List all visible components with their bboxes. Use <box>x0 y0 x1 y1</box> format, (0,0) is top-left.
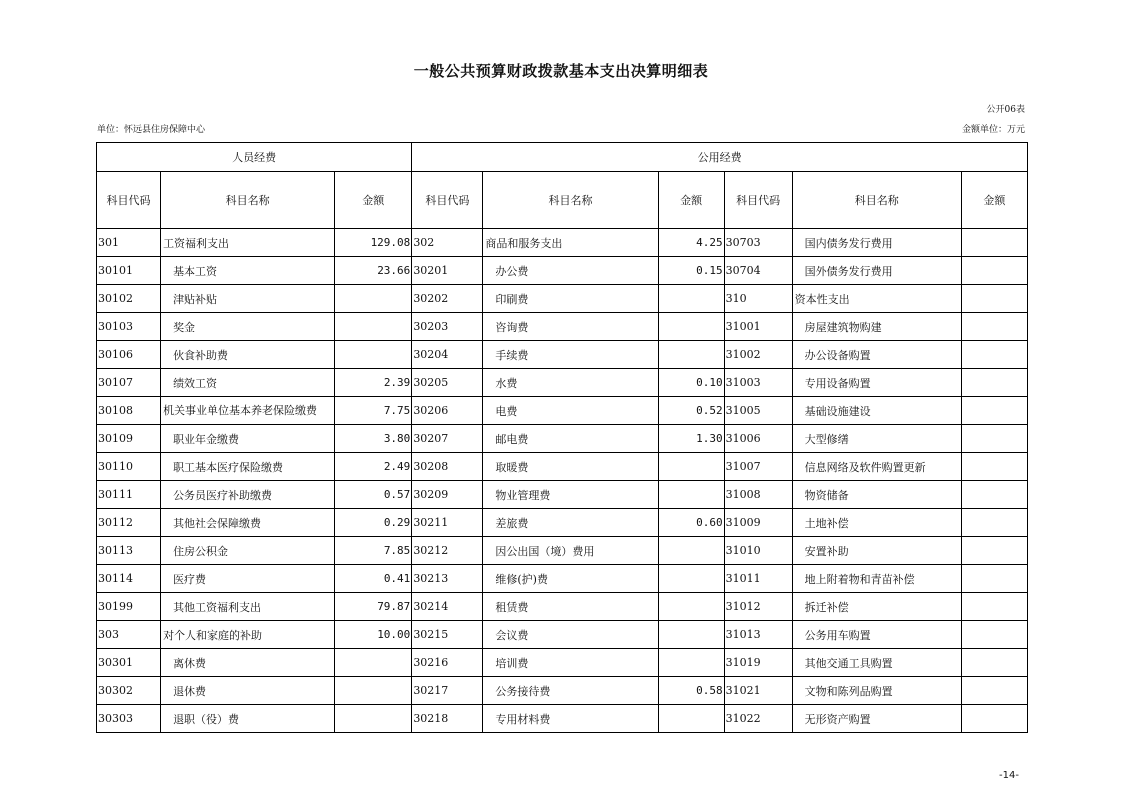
subject-name-cell: 基本工资 <box>161 257 335 285</box>
subject-code-cell: 30114 <box>97 565 161 593</box>
subject-code-cell: 30109 <box>97 425 161 453</box>
subject-code-cell: 30216 <box>412 649 483 677</box>
subject-code-cell: 30106 <box>97 341 161 369</box>
subject-name-cell: 医疗费 <box>161 565 335 593</box>
table-row <box>97 593 1028 621</box>
column-header: 科目名称 <box>161 172 335 229</box>
amount-cell <box>335 341 412 369</box>
subject-name-cell: 职工基本医疗保险缴费 <box>161 453 335 481</box>
subject-name-cell: 奖金 <box>161 313 335 341</box>
amount-cell <box>658 537 724 565</box>
subject-code-cell: 30110 <box>97 453 161 481</box>
amount-cell: 2.49 <box>335 453 412 481</box>
subject-code-cell: 30209 <box>412 481 483 509</box>
subject-name-cell: 差旅费 <box>483 509 658 537</box>
group-header-public: 公用经费 <box>412 143 1028 172</box>
subject-code-cell: 30113 <box>97 537 161 565</box>
subject-code-cell: 30203 <box>412 313 483 341</box>
group-header-personnel: 人员经费 <box>97 143 412 172</box>
amount-cell: 7.85 <box>335 537 412 565</box>
amount-cell: 79.87 <box>335 593 412 621</box>
subject-name-cell: 拆迁补偿 <box>792 593 961 621</box>
subject-code-cell: 31011 <box>724 565 792 593</box>
table-row <box>97 621 1028 649</box>
amount-cell <box>961 369 1027 397</box>
subject-name-cell: 公务用车购置 <box>792 621 961 649</box>
table-row <box>97 677 1028 705</box>
subject-name-cell: 办公费 <box>483 257 658 285</box>
subject-name-cell: 商品和服务支出 <box>483 229 658 257</box>
amount-cell: 0.29 <box>335 509 412 537</box>
subject-code-cell: 30302 <box>97 677 161 705</box>
subject-name-cell: 住房公积金 <box>161 537 335 565</box>
amount-cell <box>658 453 724 481</box>
subject-code-cell: 31010 <box>724 537 792 565</box>
subject-code-cell: 303 <box>97 621 161 649</box>
subject-name-cell: 基础设施建设 <box>792 397 961 425</box>
amount-cell: 0.15 <box>658 257 724 285</box>
subject-name-cell: 无形资产购置 <box>792 705 961 733</box>
subject-code-cell: 30102 <box>97 285 161 313</box>
subject-code-cell: 30208 <box>412 453 483 481</box>
subject-code-cell: 31013 <box>724 621 792 649</box>
subject-name-cell: 其他交通工具购置 <box>792 649 961 677</box>
subject-name-cell: 离休费 <box>161 649 335 677</box>
subject-name-cell: 对个人和家庭的补助 <box>161 621 335 649</box>
amount-cell: 0.10 <box>658 369 724 397</box>
column-header: 金额 <box>961 172 1027 229</box>
subject-code-cell: 31007 <box>724 453 792 481</box>
subject-code-cell: 31005 <box>724 397 792 425</box>
column-header: 科目代码 <box>97 172 161 229</box>
subject-name-cell: 租赁费 <box>483 593 658 621</box>
subject-code-cell: 30303 <box>97 705 161 733</box>
amount-cell <box>961 397 1027 425</box>
amount-cell <box>658 705 724 733</box>
table-row <box>97 453 1028 481</box>
column-header: 科目名称 <box>792 172 961 229</box>
subject-name-cell: 取暖费 <box>483 453 658 481</box>
page-title: 一般公共预算财政拨款基本支出决算明细表 <box>413 62 709 80</box>
subject-name-cell: 国内债务发行费用 <box>792 229 961 257</box>
amount-cell <box>961 649 1027 677</box>
amount-cell <box>961 593 1027 621</box>
subject-code-cell: 30207 <box>412 425 483 453</box>
page-number: -14- <box>999 770 1019 781</box>
table-row <box>97 649 1028 677</box>
table-row <box>97 229 1028 257</box>
amount-cell: 23.66 <box>335 257 412 285</box>
subject-name-cell: 其他工资福利支出 <box>161 593 335 621</box>
column-header: 科目代码 <box>724 172 792 229</box>
amount-cell: 0.57 <box>335 481 412 509</box>
amount-cell <box>961 705 1027 733</box>
subject-code-cell: 30204 <box>412 341 483 369</box>
subject-code-cell: 31003 <box>724 369 792 397</box>
subject-code-cell: 31008 <box>724 481 792 509</box>
amount-cell: 0.41 <box>335 565 412 593</box>
amount-cell <box>335 705 412 733</box>
subject-code-cell: 30213 <box>412 565 483 593</box>
column-header: 科目名称 <box>483 172 658 229</box>
amount-cell <box>658 649 724 677</box>
subject-code-cell: 30704 <box>724 257 792 285</box>
subject-code-cell: 30218 <box>412 705 483 733</box>
subject-code-cell: 30101 <box>97 257 161 285</box>
unit-label: 单位：怀远县住房保障中心 <box>97 125 206 135</box>
subject-name-cell: 退职（役）费 <box>161 705 335 733</box>
table-row <box>97 369 1028 397</box>
subject-name-cell: 房屋建筑物购建 <box>792 313 961 341</box>
subject-code-cell: 30301 <box>97 649 161 677</box>
amount-cell <box>961 425 1027 453</box>
amount-cell <box>335 285 412 313</box>
subject-name-cell: 培训费 <box>483 649 658 677</box>
table-row <box>97 565 1028 593</box>
subject-name-cell: 文物和陈列品购置 <box>792 677 961 705</box>
subject-code-cell: 30103 <box>97 313 161 341</box>
amount-cell <box>658 565 724 593</box>
subject-name-cell: 津贴补贴 <box>161 285 335 313</box>
subject-code-cell: 31021 <box>724 677 792 705</box>
table-row <box>97 285 1028 313</box>
subject-code-cell: 301 <box>97 229 161 257</box>
amount-cell <box>335 677 412 705</box>
amount-cell: 0.60 <box>658 509 724 537</box>
subject-name-cell: 咨询费 <box>483 313 658 341</box>
amount-cell <box>961 481 1027 509</box>
subject-code-cell: 31012 <box>724 593 792 621</box>
table-row <box>97 313 1028 341</box>
amount-cell: 10.00 <box>335 621 412 649</box>
amount-cell <box>658 593 724 621</box>
amount-cell <box>658 481 724 509</box>
amount-cell <box>961 285 1027 313</box>
table-row <box>97 397 1028 425</box>
subject-name-cell: 大型修缮 <box>792 425 961 453</box>
subject-code-cell: 31006 <box>724 425 792 453</box>
subject-name-cell: 机关事业单位基本养老保险缴费 <box>161 397 335 425</box>
subject-code-cell: 30211 <box>412 509 483 537</box>
subject-name-cell: 安置补助 <box>792 537 961 565</box>
subject-code-cell: 30205 <box>412 369 483 397</box>
amount-cell: 0.52 <box>658 397 724 425</box>
subject-name-cell: 伙食补助费 <box>161 341 335 369</box>
amount-cell <box>961 621 1027 649</box>
subject-name-cell: 办公设备购置 <box>792 341 961 369</box>
subject-code-cell: 30206 <box>412 397 483 425</box>
subject-code-cell: 30202 <box>412 285 483 313</box>
amount-cell <box>961 257 1027 285</box>
subject-name-cell: 退休费 <box>161 677 335 705</box>
subject-code-cell: 30199 <box>97 593 161 621</box>
amount-cell: 3.80 <box>335 425 412 453</box>
table-row <box>97 425 1028 453</box>
subject-name-cell: 邮电费 <box>483 425 658 453</box>
table-row <box>97 257 1028 285</box>
column-header: 金额 <box>658 172 724 229</box>
subject-code-cell: 30111 <box>97 481 161 509</box>
subject-name-cell: 物业管理费 <box>483 481 658 509</box>
amount-cell <box>335 649 412 677</box>
subject-name-cell: 国外债务发行费用 <box>792 257 961 285</box>
column-header: 金额 <box>335 172 412 229</box>
amount-cell <box>658 285 724 313</box>
subject-code-cell: 31002 <box>724 341 792 369</box>
expenditure-table <box>96 142 1028 733</box>
amount-cell <box>658 621 724 649</box>
amount-cell: 7.75 <box>335 397 412 425</box>
subject-name-cell: 会议费 <box>483 621 658 649</box>
subject-code-cell: 31009 <box>724 509 792 537</box>
amount-cell <box>961 677 1027 705</box>
amount-cell <box>961 453 1027 481</box>
subject-name-cell: 土地补偿 <box>792 509 961 537</box>
amount-cell <box>961 565 1027 593</box>
form-code: 公开06表 <box>986 105 1025 115</box>
subject-name-cell: 电费 <box>483 397 658 425</box>
table-row <box>97 705 1028 733</box>
amount-cell: 1.30 <box>658 425 724 453</box>
amount-cell <box>961 229 1027 257</box>
subject-name-cell: 因公出国（境）费用 <box>483 537 658 565</box>
subject-name-cell: 专用设备购置 <box>792 369 961 397</box>
subject-code-cell: 302 <box>412 229 483 257</box>
amount-cell <box>335 313 412 341</box>
amount-cell <box>658 313 724 341</box>
column-header: 科目代码 <box>412 172 483 229</box>
table-row <box>97 537 1028 565</box>
subject-code-cell: 30212 <box>412 537 483 565</box>
subject-code-cell: 310 <box>724 285 792 313</box>
amount-cell <box>961 537 1027 565</box>
table-row <box>97 481 1028 509</box>
subject-name-cell: 手续费 <box>483 341 658 369</box>
amount-cell <box>961 509 1027 537</box>
subject-name-cell: 职业年金缴费 <box>161 425 335 453</box>
subject-name-cell: 公务接待费 <box>483 677 658 705</box>
table-row <box>97 509 1028 537</box>
subject-name-cell: 信息网络及软件购置更新 <box>792 453 961 481</box>
subject-name-cell: 水费 <box>483 369 658 397</box>
amount-cell <box>961 313 1027 341</box>
subject-name-cell: 地上附着物和青苗补偿 <box>792 565 961 593</box>
subject-name-cell: 绩效工资 <box>161 369 335 397</box>
subject-name-cell: 其他社会保障缴费 <box>161 509 335 537</box>
subject-name-cell: 印刷费 <box>483 285 658 313</box>
amount-cell <box>658 341 724 369</box>
subject-code-cell: 30108 <box>97 397 161 425</box>
subject-code-cell: 30703 <box>724 229 792 257</box>
subject-code-cell: 30215 <box>412 621 483 649</box>
amount-cell <box>961 341 1027 369</box>
subject-code-cell: 30201 <box>412 257 483 285</box>
subject-code-cell: 30214 <box>412 593 483 621</box>
amount-unit-label: 金额单位：万元 <box>961 125 1025 135</box>
subject-name-cell: 专用材料费 <box>483 705 658 733</box>
subject-name-cell: 工资福利支出 <box>161 229 335 257</box>
subject-name-cell: 物资储备 <box>792 481 961 509</box>
subject-code-cell: 31022 <box>724 705 792 733</box>
amount-cell: 4.25 <box>658 229 724 257</box>
amount-cell: 129.08 <box>335 229 412 257</box>
subject-name-cell: 维修(护)费 <box>483 565 658 593</box>
subject-code-cell: 30107 <box>97 369 161 397</box>
subject-code-cell: 30217 <box>412 677 483 705</box>
subject-name-cell: 资本性支出 <box>792 285 961 313</box>
table-row <box>97 341 1028 369</box>
subject-code-cell: 30112 <box>97 509 161 537</box>
amount-cell: 2.39 <box>335 369 412 397</box>
subject-name-cell: 公务员医疗补助缴费 <box>161 481 335 509</box>
amount-cell: 0.58 <box>658 677 724 705</box>
subject-code-cell: 31019 <box>724 649 792 677</box>
subject-code-cell: 31001 <box>724 313 792 341</box>
